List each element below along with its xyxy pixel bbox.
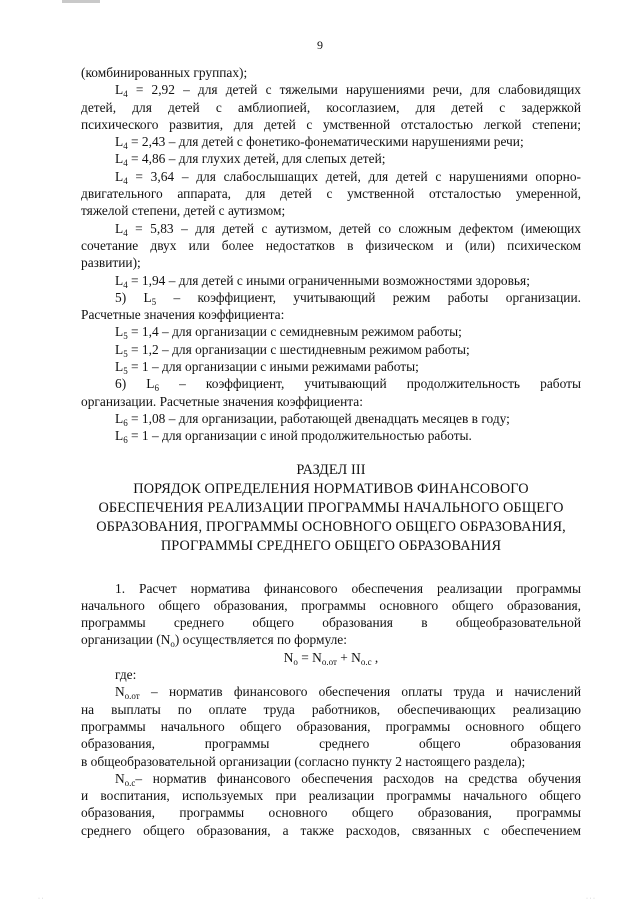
- text-line: Расчетные значения коэффициента:: [81, 307, 285, 323]
- coefficient-l5-intro: 5) $L_5$ – коэффициент, учитывающий режим работы организации.: [115, 289, 581, 307]
- text-line: организации. Расчетные значения коэффициента:: [81, 393, 363, 409]
- text-line: детей, для детей с амблиопией, косоглазием, для детей с задержкой: [81, 99, 581, 115]
- page-number: 9: [317, 38, 323, 52]
- text-line: 1. Расчет норматива финансового обеспечения реализации программы: [115, 580, 581, 596]
- text-line: психического развития, для детей с умственной отсталостью легкой степени;: [81, 116, 581, 132]
- coefficient-l5-item: $L_5 = 1,4$ – для организации с семидневным режимом работы;: [115, 324, 462, 342]
- definition-line: $N_{о.с}-$ норматив финансового обеспечения расходов на средства обучения: [115, 770, 581, 788]
- coefficient-l4-item: $L_4 = 2,43$ – для детей с фонетико-фонематическими нарушениями речи;: [115, 134, 524, 152]
- text-line: и воспитания, используемых при реализации программы начального общего: [81, 788, 581, 804]
- where-label: где:: [115, 667, 137, 683]
- text-line: программы среднего общего образования в общеобразовательной: [81, 615, 581, 631]
- coefficient-l6-item: $L_6 = 1,08$ – для организации, работающей двенадцать месяцев в году;: [115, 410, 510, 428]
- text-line: организации $(N_о)$ осуществляется по формуле:: [81, 632, 347, 650]
- definition-line: $N_{о.от}$ – норматив финансового обеспечения оплаты труда и начислений: [115, 684, 581, 702]
- section-heading-line: ОБЕСПЕЧЕНИЯ РЕАЛИЗАЦИИ ПРОГРАММЫ НАЧАЛЬНОГО ОБЩЕГО: [98, 499, 564, 516]
- scan-artifact: · ·: [38, 896, 44, 902]
- text-line: образования, программы основного общего образования, программы: [81, 805, 581, 821]
- coefficient-l6-intro: 6) $L_6$ – коэффициент, учитывающий продолжительность работы: [115, 376, 581, 394]
- coefficient-l4-item: $L_4 = 2,92$ – для детей с тяжелыми нарушениями речи, для слабовидящих: [115, 82, 582, 100]
- text-line: развитии);: [81, 255, 141, 271]
- text-line: двигательного аппарата, для детей с умственной отсталостью умеренной,: [81, 186, 581, 202]
- text-line: образования, программы среднего общего образования: [81, 736, 581, 752]
- section-heading-line: ОБРАЗОВАНИЯ, ПРОГРАММЫ ОСНОВНОГО ОБЩЕГО ОБРАЗОВАНИЯ,: [96, 518, 566, 535]
- coefficient-l6-item: $L_6 = 1$ – для организации с иной продолжительностью работы.: [115, 428, 472, 446]
- text-line: программы начального общего образования, программы основного общего: [81, 718, 581, 734]
- section-heading: [81, 461, 581, 556]
- formula: $N_о = N_{о.от} + N_{о.с}$ ,: [283, 649, 379, 667]
- section-title: РАЗДЕЛ III: [296, 461, 366, 478]
- section-heading-line: ПРОГРАММЫ СРЕДНЕГО ОБЩЕГО ОБРАЗОВАНИЯ: [160, 537, 502, 554]
- text-line: тяжелой степени, детей с аутизмом;: [81, 203, 286, 219]
- text-line: начального общего образования, программы основного общего образования,: [81, 597, 581, 613]
- text-line: среднего общего образования, а также расходов, связанных с обеспечением: [81, 822, 581, 838]
- text-line: (комбинированных группах);: [81, 65, 248, 80]
- coefficient-l4-item: $L_4 = 1,94$ – для детей с иными ограниченными возможностями здоровья;: [115, 272, 530, 290]
- section-heading-line: ПОРЯДОК ОПРЕДЕЛЕНИЯ НОРМАТИВОВ ФИНАНСОВОГО: [133, 480, 529, 497]
- scan-artifact: · · ·: [586, 896, 595, 902]
- coefficient-l4-item: $L_4 = 3,64$ – для слабослышащих детей, для детей с нарушениями опорно-: [115, 168, 581, 186]
- text-line: в общеобразовательной организации (согласно пункту 2 настоящего раздела);: [81, 753, 526, 769]
- coefficient-l4-item: $L_4 = 5,83$ – для детей с аутизмом, детей со сложным дефектом (имеющих: [115, 220, 581, 238]
- coefficient-l5-item: $L_5 = 1$ – для организации с иными режимами работы;: [115, 359, 419, 377]
- text-line: сочетание двух или более недостатков в физическом и (или) психическом: [81, 237, 581, 253]
- coefficient-l4-item: $L_4 = 4,86$ – для глухих детей, для слепых детей;: [115, 151, 386, 169]
- text-line: на выплаты по оплате труда работников, обеспечивающих реализацию: [81, 701, 581, 717]
- coefficient-l5-item: $L_5 = 1,2$ – для организации с шестидневным режимом работы;: [115, 341, 470, 359]
- document-body: [81, 64, 581, 839]
- scan-artifact: [62, 0, 100, 3]
